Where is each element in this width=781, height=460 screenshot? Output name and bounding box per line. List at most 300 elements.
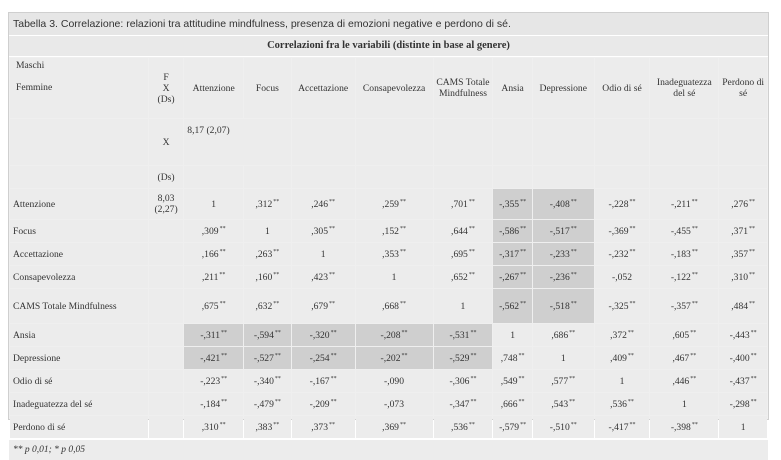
correlation-cell [650,324,718,346]
correlation-value: -,073 [384,398,405,410]
correlation-cell [356,289,433,323]
column-header: Attenzione [184,58,243,118]
correlation-value: -,183 [670,248,691,260]
correlation-cell [184,220,243,242]
correlation-value: ,357 [731,248,749,260]
correlation-value: -,320 [309,329,330,341]
correlation-cell [595,243,650,265]
correlation-cell [650,347,718,369]
significance-mark: ** [221,329,227,336]
correlation-value: ,536 [451,421,468,433]
correlation-cell [650,266,718,288]
table-row [10,393,767,415]
significance-mark: ** [274,375,281,382]
correlation-value: -,211 [671,198,691,210]
row-stat [149,289,183,323]
correlation-cell [719,243,767,265]
correlation-value: ,259 [382,198,399,210]
correlation-cell [533,266,594,288]
correlation-cell [292,189,355,219]
significance-mark: ** [520,271,527,278]
correlation-cell [292,370,355,392]
correlation-cell [292,289,355,323]
header-females-label: Femmine [16,82,53,93]
correlation-cell [356,393,433,415]
correlation-cell [292,416,355,438]
correlation-cell [719,220,767,242]
correlation-cell [533,243,594,265]
correlation-cell [595,266,650,288]
correlation-cell [292,347,355,369]
column-header: Perdono di sé [719,58,767,118]
correlation-cell [533,324,594,346]
sd-row [10,166,767,188]
significance-mark: ** [330,375,337,382]
table-frame [8,12,769,455]
table-caption: Tabella 3. Correlazione: relazioni tra attitudine mindfulness, presenza di emozioni negative e perdono di sé. [9,13,768,36]
correlation-value: ,543 [551,398,569,410]
correlation-value: ,668 [382,300,399,312]
correlation-cell [719,324,767,346]
significance-mark: ** [627,352,634,359]
correlation-cell [650,189,718,219]
empty-cell [292,119,355,165]
correlation-cell [292,220,355,242]
correlation-value: ,160 [255,271,273,283]
correlation-value: ,383 [255,421,273,433]
correlation-value: ,310 [731,271,749,283]
significance-mark: ** [629,225,636,232]
significance-mark: ** [520,225,527,232]
correlation-cell [356,243,433,265]
correlation-value: -,236 [549,271,570,283]
correlation-value: -,369 [608,225,629,237]
significance-mark: ** [749,225,756,232]
correlation-cell [719,289,767,323]
correlation-value: ,423 [311,271,329,283]
correlation-value: -,233 [549,248,570,260]
correlation-cell [356,266,433,288]
significance-mark: ** [273,248,280,255]
correlation-cell [719,347,767,369]
correlation-value: -,586 [499,225,520,237]
table-row [10,243,767,265]
correlation-value: ,152 [382,225,399,237]
significance-mark: ** [691,198,698,205]
mean-row [10,119,767,165]
correlation-cell [533,370,594,392]
correlation-cell [719,416,767,438]
correlation-cell [533,393,594,415]
correlation-cell [533,220,594,242]
empty-cell [719,119,767,165]
significance-mark: ** [690,329,697,336]
table-row [10,220,767,242]
empty-cell [184,166,243,188]
significance-mark: ** [570,198,577,205]
sd-stat-label: (Ds) [149,166,183,188]
correlation-cell [595,370,650,392]
correlation-value: -,417 [608,421,629,433]
header-row [10,58,767,118]
row-label: Odio di sé [10,370,148,392]
correlation-value: -,398 [670,421,691,433]
significance-mark: ** [750,352,757,359]
significance-mark: ** [401,352,408,359]
correlation-cell [493,324,532,346]
significance-mark: ** [749,248,756,255]
correlation-value: -,325 [608,300,629,312]
correlation-value: ,409 [610,352,627,364]
significance-mark: ** [691,225,698,232]
correlation-value: ,166 [201,248,219,260]
significance-mark: ** [518,352,525,359]
significance-mark: ** [329,300,336,307]
correlation-value: -,529 [449,352,470,364]
correlation-value: -,579 [499,421,520,433]
significance-mark: ** [570,300,577,307]
significance-mark: ** [470,352,477,359]
correlation-cell [650,393,718,415]
correlation-cell [595,416,650,438]
correlation-value: ,246 [311,198,329,210]
significance-mark: ** [569,329,576,336]
significance-mark: ** [399,248,406,255]
significance-mark: ** [520,421,527,428]
column-header: Odio di sé [595,58,650,118]
table-row [10,347,767,369]
correlation-value: -,510 [549,421,570,433]
significance-mark: ** [520,198,527,205]
correlation-cell [434,243,493,265]
significance-mark: ** [219,248,226,255]
significance-mark: ** [399,421,406,428]
correlation-value: ,632 [255,300,273,312]
column-header: Accettazione [292,58,355,118]
row-stat [149,324,183,346]
significance-mark: ** [627,398,634,405]
correlation-cell [356,416,433,438]
significance-note: ** p 0,01; * p 0,05 [9,439,768,460]
significance-mark: ** [750,329,757,336]
empty-cell [434,119,493,165]
row-label: Depressione [10,347,148,369]
correlation-value: ,484 [731,300,749,312]
significance-mark: ** [691,421,698,428]
correlation-value: -,254 [309,352,330,364]
correlation-cell [184,243,243,265]
significance-mark: ** [570,225,577,232]
correlation-cell [719,370,767,392]
correlation-value: -,527 [253,352,274,364]
correlation-value: ,373 [311,421,329,433]
empty-cell [493,166,532,188]
correlation-value: -,355 [499,198,520,210]
correlation-value: -,347 [449,398,470,410]
correlation-cell [434,324,493,346]
row-stat [149,416,183,438]
correlation-value: -,408 [549,198,570,210]
row-label: Attenzione [10,189,148,219]
correlation-value: -,443 [729,329,750,341]
correlation-value: 1 [681,398,687,410]
column-header: Inadeguatezza del sé [650,58,718,118]
row-label: Consapevolezza [10,266,148,288]
significance-mark: ** [470,375,477,382]
correlation-value: -,357 [670,300,691,312]
correlation-cell [244,347,291,369]
correlation-cell [493,243,532,265]
correlation-value: -,184 [200,398,221,410]
correlation-value: 1 [560,352,566,364]
correlation-value: -,400 [729,352,750,364]
significance-mark: ** [750,398,757,405]
row-stat [149,243,183,265]
significance-mark: ** [219,271,226,278]
significance-mark: ** [570,421,577,428]
correlation-value: ,353 [382,248,399,260]
significance-mark: ** [399,198,406,205]
correlation-cell [650,289,718,323]
table-row [10,324,767,346]
row-stat [149,347,183,369]
significance-mark: ** [627,329,634,336]
correlation-value: -,167 [309,375,330,387]
correlation-value: -,317 [499,248,520,260]
significance-mark: ** [629,198,636,205]
header-males-label: Maschi [16,60,45,71]
correlation-value: -,517 [549,225,570,237]
correlation-value: ,679 [311,300,329,312]
correlation-value: -,298 [729,398,750,410]
row-label: Inadeguatezza del sé [10,393,148,415]
correlation-cell [493,347,532,369]
correlation-cell [434,393,493,415]
correlation-value: ,675 [201,300,219,312]
correlation-cell [434,347,493,369]
correlation-value: ,369 [382,421,399,433]
significance-mark: ** [219,225,226,232]
column-header: Depressione [533,58,594,118]
correlation-value: ,371 [731,225,749,237]
empty-cell [493,119,532,165]
correlation-cell [719,393,767,415]
correlation-cell [434,370,493,392]
significance-mark: ** [221,398,228,405]
correlation-value: -,306 [449,375,470,387]
empty-cell [244,166,291,188]
correlation-cell [493,370,532,392]
correlation-value: -,594 [253,329,274,341]
correlation-value: ,309 [201,225,219,237]
row-label: Accettazione [10,243,148,265]
correlation-value: -,311 [200,329,220,341]
significance-mark: ** [691,271,698,278]
significance-mark: ** [629,421,636,428]
correlation-value: -,202 [380,352,401,364]
column-header: CAMS Totale Mindfulness [434,58,493,118]
table-subtitle: Correlazioni fra le variabili (distinte in base al genere) [9,36,768,57]
significance-mark: ** [330,329,337,336]
correlation-cell [184,393,243,415]
significance-mark: ** [691,300,698,307]
correlation-cell [533,289,594,323]
correlation-cell [434,266,493,288]
correlation-cell [533,189,594,219]
empty-cell [595,119,650,165]
significance-mark: ** [629,248,636,255]
correlation-value: ,605 [672,329,690,341]
empty-cell [434,166,493,188]
empty-cell [595,166,650,188]
correlation-cell [356,324,433,346]
correlation-cell [493,266,532,288]
correlation-cell [493,220,532,242]
significance-mark: ** [518,375,525,382]
correlation-cell [292,266,355,288]
significance-mark: ** [273,198,280,205]
table-row [10,416,767,438]
correlation-value: -,267 [499,271,520,283]
correlation-value: -,531 [449,329,470,341]
correlation-cell [533,347,594,369]
correlation-cell [595,347,650,369]
correlation-value: -,437 [729,375,750,387]
column-header: Ansia [493,58,532,118]
significance-mark: ** [691,248,698,255]
significance-mark: ** [219,421,226,428]
correlation-cell [356,370,433,392]
correlation-value: -,228 [608,198,629,210]
significance-mark: ** [749,271,756,278]
correlation-value: ,748 [500,352,518,364]
correlation-value: 1 [264,225,270,237]
mean-stat-label: X [149,119,183,165]
correlation-value: 1 [211,198,217,210]
correlation-cell [244,370,291,392]
row-stat [149,220,183,242]
significance-mark: ** [690,375,697,382]
empty-cell [719,166,767,188]
correlation-value: ,305 [311,225,329,237]
correlation-value: ,652 [451,271,468,283]
correlation-cell [595,393,650,415]
significance-mark: ** [629,300,636,307]
significance-mark: ** [749,300,756,307]
correlation-cell [493,189,532,219]
correlation-cell [356,189,433,219]
correlation-value: ,446 [672,375,690,387]
correlation-cell [184,189,243,219]
significance-mark: ** [274,352,281,359]
significance-mark: ** [468,421,475,428]
significance-mark: ** [520,248,527,255]
correlation-value: -,090 [384,375,405,387]
significance-mark: ** [470,329,477,336]
significance-mark: ** [330,398,337,405]
correlation-cell [434,220,493,242]
correlation-value: ,467 [672,352,690,364]
empty-cell [10,166,148,188]
correlation-cell [184,370,243,392]
empty-cell [356,119,433,165]
significance-mark: ** [468,225,475,232]
row-stat [149,266,183,288]
correlation-cell [244,243,291,265]
significance-mark: ** [221,352,228,359]
empty-cell [292,166,355,188]
correlation-cell [184,289,243,323]
correlation-value: ,695 [451,248,468,260]
correlation-cell [595,324,650,346]
correlation-value: ,577 [551,375,569,387]
correlation-value: 1 [619,375,625,387]
correlation-value: ,312 [255,198,273,210]
correlation-cell [493,393,532,415]
correlation-cell [719,189,767,219]
significance-mark: ** [749,198,756,205]
correlation-value: ,686 [551,329,569,341]
significance-mark: ** [274,329,281,336]
table-row [10,189,767,219]
correlation-value: ,549 [500,375,518,387]
correlation-value: ,276 [731,198,749,210]
correlation-cell [356,220,433,242]
header-row-labels [10,58,148,118]
row-stat [149,393,183,415]
significance-mark: ** [329,198,336,205]
correlation-cell [244,189,291,219]
correlation-value: ,310 [201,421,219,433]
correlation-value: -,052 [612,271,633,283]
significance-mark: ** [330,352,337,359]
column-header: Consapevolezza [356,58,433,118]
correlation-value: 1 [510,329,515,341]
row-label: CAMS Totale Mindfulness [10,289,148,323]
table-row [10,266,767,288]
significance-mark: ** [399,300,406,307]
correlation-value: ,372 [610,329,627,341]
correlation-cell [719,266,767,288]
correlation-value: ,536 [610,398,627,410]
correlation-value: 1 [740,421,746,433]
correlation-cell [493,289,532,323]
correlation-value: -,232 [608,248,629,260]
correlation-cell [650,220,718,242]
correlation-value: -,479 [253,398,274,410]
correlation-value: ,211 [201,271,219,283]
correlation-cell [650,243,718,265]
correlation-value: ,666 [500,398,518,410]
empty-cell [650,166,718,188]
correlation-cell [292,324,355,346]
empty-cell [10,119,148,165]
correlation-value: -,562 [499,300,520,312]
correlation-value: -,518 [549,300,570,312]
significance-mark: ** [468,198,475,205]
significance-mark: ** [401,329,408,336]
significance-mark: ** [468,248,475,255]
correlation-table [9,57,768,439]
row-label: Ansia [10,324,148,346]
significance-mark: ** [570,271,577,278]
significance-mark: ** [273,271,280,278]
correlation-value: 1 [391,271,397,283]
significance-mark: ** [399,225,406,232]
correlation-cell [184,324,243,346]
correlation-cell [244,324,291,346]
correlation-value: -,122 [670,271,691,283]
